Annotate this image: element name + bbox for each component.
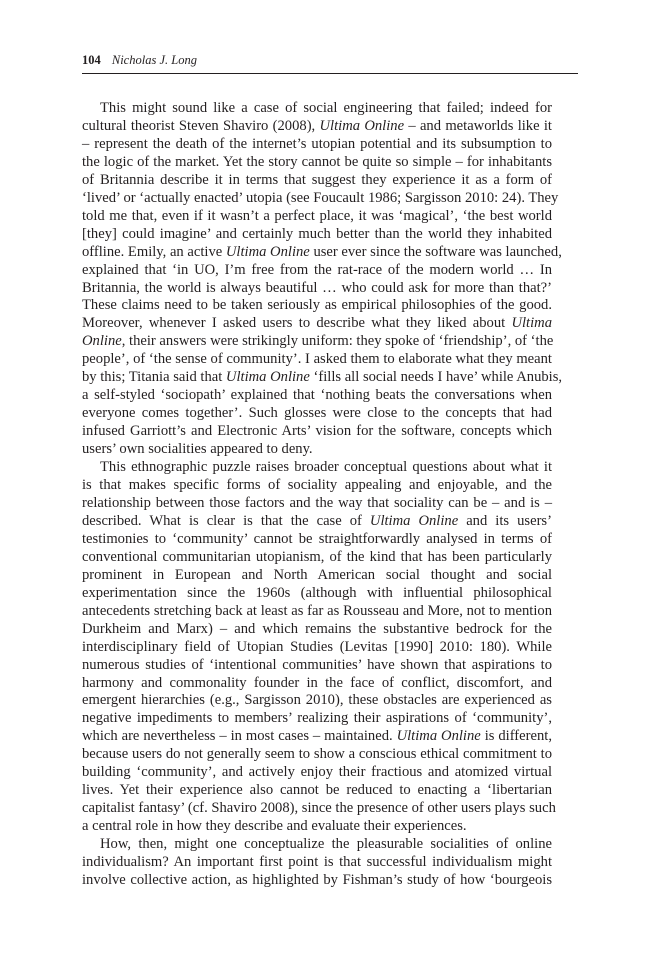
text-line (82, 710, 552, 728)
text-run: interdisciplinary field of Utopian Studies (Levitas [1990] 2010: 180). While (82, 638, 552, 655)
text-run: infused Garriott’s and Electronic Arts’ vision for the software, concepts which (82, 423, 552, 440)
text-run: and its users’ (458, 512, 552, 529)
text-run: [they] could imagine’ and certainly much better than the world they inhabited (82, 225, 552, 242)
text-run: How, then, might one conceptualize the pleasurable socialities of online (100, 836, 552, 853)
text-run: because users do not generally seem to show a conscious ethical commitment to (82, 746, 552, 763)
paragraph (82, 100, 563, 459)
text-run: everyone comes together’. Such glosses were close to the concepts that had (82, 405, 552, 422)
text-line (82, 226, 552, 244)
text-line (82, 549, 552, 567)
text-run: This ethnographic puzzle raises broader conceptual questions about what it (100, 459, 552, 476)
text-line (82, 459, 552, 477)
text-run: people’, of ‘the sense of community’. I asked them to elaborate what they meant (82, 351, 552, 368)
italic-title: Ultima Online (369, 512, 459, 529)
running-head-author: Nicholas J. Long (111, 53, 197, 67)
text-run: Britannia, the world is always beautiful … who could ask for more than that?’ (82, 279, 552, 296)
text-line (82, 585, 552, 603)
text-line (82, 621, 552, 639)
text-run: lives. Yet their experience also cannot be reduced to enacting a ‘libertarian (82, 782, 552, 799)
text-line (82, 136, 552, 154)
text-run: Durkheim and Marx) – and which remains the substantive bedrock for the (82, 620, 552, 637)
italic-title: Ultima Online (319, 117, 405, 134)
text-line (82, 369, 563, 387)
text-line (82, 836, 552, 854)
body-text (82, 100, 563, 890)
text-run: conventional communitarian utopianism, of the kind that has been particularly (82, 548, 552, 565)
text-run: antecedents stretching back at least as far as Rousseau and More, not to mention (82, 602, 552, 619)
text-run: relationship between those factors and the way that sociality can be – and is – (82, 494, 552, 511)
text-run: of Britannia describe it in terms that suggest they experience it as a form of (82, 171, 552, 188)
text-line (82, 603, 552, 621)
text-line (82, 782, 552, 800)
text-line (82, 764, 552, 782)
text-run: harmony and commonality founder in the face of conflict, discomfort, and (82, 674, 552, 691)
text-run: experimentation since the 1960s (although with influential philosophical (82, 584, 552, 601)
text-run: testimonies to ‘community’ cannot be straightforwardly analysed in terms of (82, 530, 552, 547)
text-line (82, 154, 552, 172)
text-run: This might sound like a case of social engineering that failed; indeed for (100, 100, 552, 116)
text-run: a central role in how they describe and evaluate their experiences. (82, 818, 467, 835)
text-run: , their answers were strikingly uniform: they spoke of ‘friendship’, of ‘the (121, 333, 554, 350)
text-line (82, 477, 552, 495)
paragraph (82, 836, 552, 890)
text-run: told me that, even if it wasn’t a perfect place, it was ‘magical’, ‘the best world (82, 207, 552, 224)
text-line (82, 280, 552, 298)
page-number: 104 (82, 53, 101, 67)
text-line (82, 387, 552, 405)
text-line (82, 262, 552, 280)
text-line (82, 189, 559, 208)
text-run: – represent the death of the internet’s utopian potential and its subsumption to (82, 135, 552, 152)
text-run: These claims need to be taken seriously as empirical philosophies of the good. (82, 297, 552, 314)
text-run: a self-styled ‘sociopath’ explained that ‘nothing beats the conversations when (82, 387, 552, 404)
text-line (82, 567, 552, 585)
text-line (82, 639, 552, 657)
text-line (82, 513, 552, 531)
text-line (82, 315, 552, 333)
header-rule (82, 73, 578, 74)
text-run: emergent hierarchies (e.g., Sargisson 2010), these obstacles are experienced as (82, 692, 552, 709)
text-run: by this; Titania said that (82, 369, 226, 386)
text-run: negative impediments to members’ realizing their aspirations of ‘community’, (82, 710, 552, 727)
text-run: Moreover, whenever I asked users to describe what they liked about (82, 315, 512, 332)
text-line (82, 692, 552, 710)
italic-title: Ultima Online (396, 728, 481, 745)
text-line (82, 800, 556, 818)
text-run: ‘lived’ or ‘actually enacted’ utopia (see Foucault 1986; Sargisson 2010: 24). They (82, 189, 559, 206)
italic-title: Ultima Online (225, 243, 310, 260)
text-run: involve collective action, as highlighted by Fishman’s study of how ‘bourgeois (82, 871, 552, 888)
text-line (82, 854, 552, 872)
text-run: described. What is clear is that the case of (82, 512, 370, 529)
text-line (82, 675, 552, 693)
text-line (82, 208, 552, 226)
text-run: is different, (480, 728, 552, 745)
text-line (82, 297, 552, 315)
text-run: cultural theorist Steven Shaviro (2008), (82, 117, 320, 134)
text-run: explained that ‘in UO, I’m free from the rat-race of the modern world … In (82, 261, 552, 278)
text-run: is that makes specific forms of sociality appealing and enjoyable, and the (82, 477, 552, 494)
text-line (82, 423, 552, 441)
text-line (82, 441, 552, 459)
text-line (82, 243, 562, 262)
italic-title: Ultima (511, 315, 552, 332)
text-run: building ‘community’, and actively enjoy their fractious and atomized virtual (82, 764, 552, 781)
text-line (82, 657, 552, 675)
text-line (82, 531, 552, 549)
text-run: individualism? An important first point is that successful individualism might (82, 854, 552, 871)
paragraph (82, 459, 556, 836)
text-run: ‘fills all social needs I have’ while Anubis, (309, 369, 563, 386)
text-run: prominent in European and North American social thought and social (82, 566, 552, 583)
text-line (82, 118, 552, 136)
text-line (82, 333, 552, 351)
text-run: offline. Emily, an active (82, 243, 226, 260)
text-run: capitalist fantasy’ (cf. Shaviro 2008), since the presence of other users plays such (82, 800, 556, 817)
text-run: the logic of the market. Yet the story cannot be quite so simple – for inhabitants (82, 153, 552, 170)
text-run: user ever since the software was launched, (309, 243, 562, 260)
text-line (82, 746, 552, 764)
text-line (82, 872, 552, 890)
running-head (82, 52, 197, 68)
text-line (82, 351, 552, 369)
text-run: numerous studies of ‘intentional communities’ have shown that aspirations to (82, 656, 552, 673)
text-line (82, 405, 552, 423)
text-run: users’ own socialities appeared to deny. (82, 441, 313, 458)
text-line (82, 495, 552, 513)
text-line (82, 100, 552, 118)
text-run: – and metaworlds like it (404, 117, 552, 134)
italic-title: Online (82, 333, 122, 350)
text-line (82, 818, 552, 836)
italic-title: Ultima Online (225, 369, 310, 386)
text-line (82, 172, 552, 190)
text-line (82, 728, 552, 746)
text-run: which are nevertheless – in most cases – maintained. (82, 728, 397, 745)
